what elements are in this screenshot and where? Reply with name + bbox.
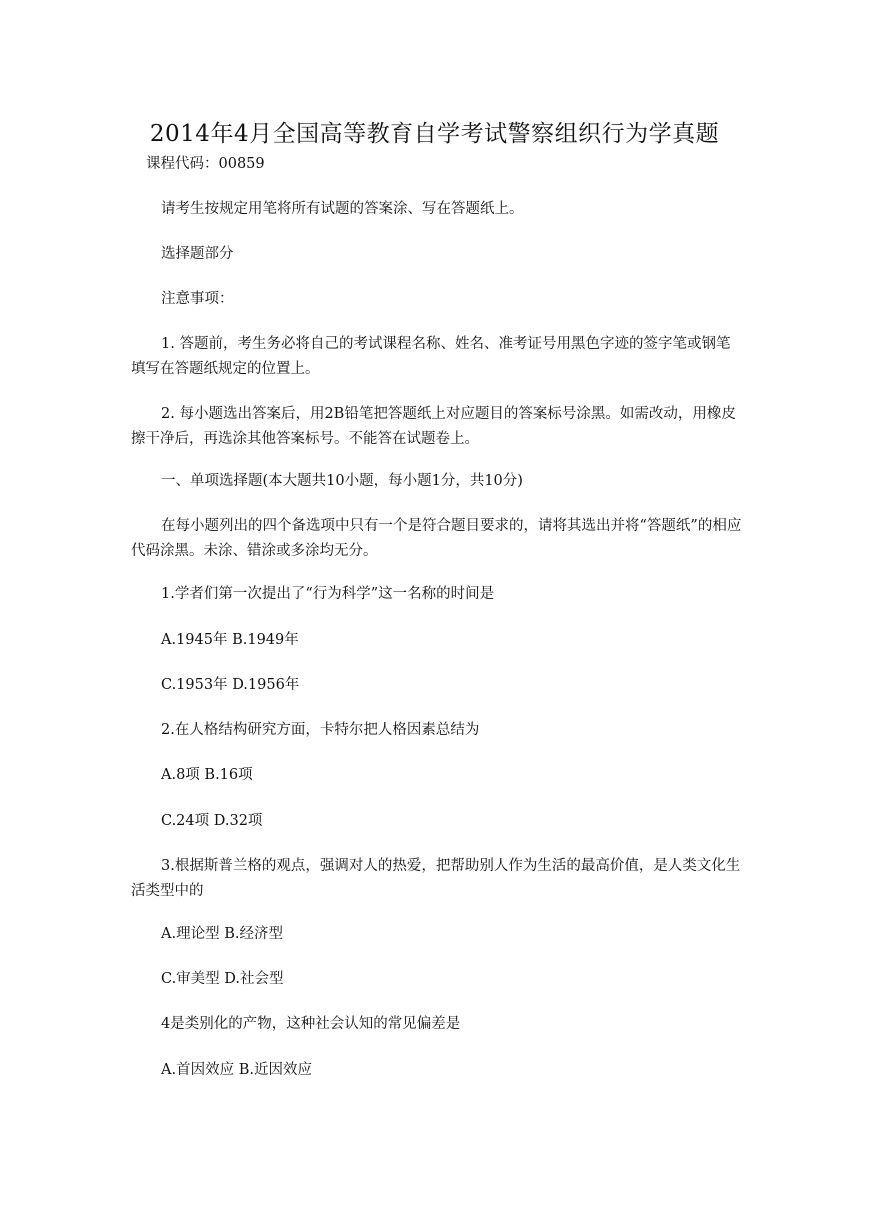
question-2-options-ab: A.8项 B.16项 xyxy=(161,767,253,783)
question-2-options-cd: C.24项 D.32项 xyxy=(161,813,263,829)
question-3: 3.根据斯普兰格的观点，强调对人的热爱，把帮助别人作为生活的最高价值，是人类文化生活类型中的 xyxy=(131,858,741,899)
notice-heading: 注意事项： xyxy=(161,291,234,307)
notice-item-1: 1. 答题前，考生务必将自己的考试课程名称、姓名、准考证号用黑色字迹的签字笔或钢笔填写在答题纸规定的位置上。 xyxy=(131,336,731,377)
part-one-heading: 一、单项选择题(本大题共10小题，每小题1分，共10分) xyxy=(161,473,523,489)
question-1-options-ab: A.1945年 B.1949年 xyxy=(161,632,299,648)
course-code: 课程代码：00859 xyxy=(146,156,265,172)
question-1: 1.学者们第一次提出了“行为科学”这一名称的时间是 xyxy=(161,586,495,602)
question-1-options-cd: C.1953年 D.1956年 xyxy=(161,677,300,693)
question-4-options-ab: A.首因效应 B.近因效应 xyxy=(161,1062,312,1078)
section-heading: 选择题部分 xyxy=(161,246,234,262)
notice-item-2: 2. 每小题选出答案后，用2B铅笔把答题纸上对应题目的答案标号涂黑。如需改动，用橡皮擦干净后，再选涂其他答案标号。不能答在试题卷上。 xyxy=(131,406,736,447)
part-one-instructions: 在每小题列出的四个备选项中只有一个是符合题目要求的，请将其选出并将“答题纸”的相应代码涂黑。未涂、错涂或多涂均无分。 xyxy=(131,518,742,559)
question-2: 2.在人格结构研究方面，卡特尔把人格因素总结为 xyxy=(161,722,480,738)
page-title: 2014年4月全国高等教育自学考试警察组织行为学真题 xyxy=(149,121,720,147)
question-3-options-cd: C.审美型 D.社会型 xyxy=(161,971,284,987)
question-4: 4是类别化的产物，这种社会认知的常见偏差是 xyxy=(161,1016,461,1032)
instruction-paragraph: 请考生按规定用笔将所有试题的答案涂、写在答题纸上。 xyxy=(161,201,524,217)
question-3-options-ab: A.理论型 B.经济型 xyxy=(161,926,283,942)
